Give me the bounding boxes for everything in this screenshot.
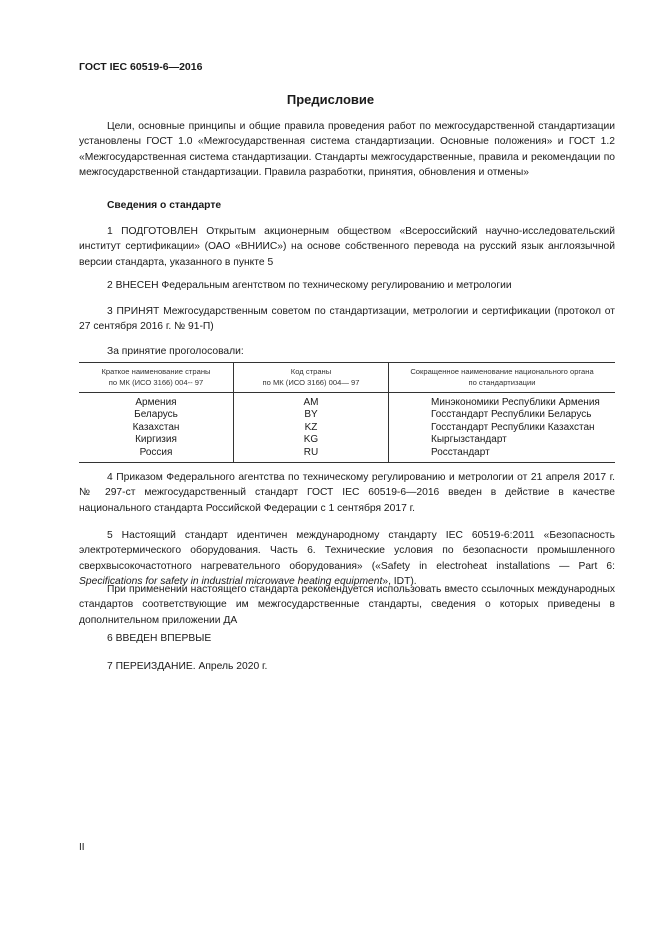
voting-table-header [79,363,615,393]
intro-paragraph [79,119,615,181]
item-6: 6 ВВЕДЕН ВПЕРВЫЕ [107,633,212,644]
body-cell: Госстандарт Республики Беларусь [431,409,592,421]
page-title: Предисловие [286,92,375,107]
table-row [79,447,615,463]
country-cell: Киргизия [79,434,234,446]
code-cell: RU [234,447,389,463]
page-number: II [79,842,85,853]
code-cell: BY [234,409,389,421]
country-cell: Армения [79,393,234,410]
item-4 [79,470,615,516]
section-heading: Сведения о стандарте [107,200,222,211]
country-cell: Казахстан [79,422,234,434]
body-cell: Кыргызстандарт [431,434,507,446]
voting-table [79,362,615,463]
body-cell: Госстандарт Республики Казахстан [431,421,595,433]
item-5-tail: », IDT). [382,576,417,588]
table-row [79,393,615,410]
country-cell: Беларусь [79,409,234,421]
item-1-text: 1 ПОДГОТОВЛЕН Открытым акционерным обществом «Всероссийский научно-исследовательский институт сертификации» (ОАО «ВНИИС») на основе собственного перевода на русский язык англоязычной версии стандарта, указанного в пункте 5 [79,226,615,268]
item-5-text: 5 Настоящий стандарт идентичен международному стандарту IEC 60519-6:2011 «Безопасность электротермического оборудования. Часть 6. Технические условия по безопасности промышленного сверхвысокочастотного нагревательного оборудования» («Safety in electroheat installations — Part 6: [79,530,615,572]
intro-text: Цели, основные принципы и общие правила проведения работ по межгосударственной стандартизации установлены ГОСТ 1.0 «Межгосударственная система стандартизации. Основные положения» и ГОСТ 1.2 «Межгосударственная система стандартизации. Стандарты межгосударственные, правила и рекомендации по межгосударственной стандартизации. Правила разработки, принятия, обновления и отмены» [79,121,615,179]
item-2-text: 2 ВНЕСЕН Федеральным агентством по техническому регулированию и метрологии [107,280,512,291]
country-cell: Россия [79,447,234,463]
table-row [79,409,615,421]
item-3 [79,304,615,335]
vote-label: За принятие проголосовали: [107,346,244,357]
header-country-name: Краткое наименование страны по МК (ИСО 3166) 004-- 97 [79,363,234,393]
code-cell: AM [234,393,389,410]
table-row [79,422,615,434]
item-7: 7 ПЕРЕИЗДАНИЕ. Апрель 2020 г. [107,661,268,672]
header-national-body: Сокращенное наименование национального органа по стандартизации [389,363,616,393]
item-5-english-title: Specifications for safety in industrial microwave heating equipment [79,576,383,588]
body-cell: Минэкономики Республики Армения [431,397,600,408]
item-4-text: 4 Приказом Федерального агентства по техническому регулированию и метрологии от 21 апреля 2017 г. № 297-ст межгосударственный стандарт ГОСТ IEC 60519-6—2016 введен в действие в качестве национального стандарта Российской Федерации с 1 сентября 2017 г. [79,472,615,514]
item-5-note-text: При применении настоящего стандарта рекомендуется использовать вместо ссылочных международных стандартов соответствующие им межгосударственные стандарты, сведения о которых приведены в дополнительном приложении ДА [79,584,615,626]
item-5 [79,528,615,590]
item-5-note [79,582,615,628]
document-code: ГОСТ IEC 60519-6—2016 [79,61,203,73]
code-cell: KZ [234,422,389,434]
item-3-text: 3 ПРИНЯТ Межгосударственным советом по стандартизации, метрологии и сертификации (протокол от 27 сентября 2016 г. № 91-П) [79,306,615,333]
item-1 [79,224,615,270]
header-country-code: Код страны по МК (ИСО 3166) 004— 97 [234,363,389,393]
body-cell: Росстандарт [389,447,616,463]
code-cell: KG [234,434,389,446]
table-row [79,434,615,446]
item-2 [79,278,615,293]
